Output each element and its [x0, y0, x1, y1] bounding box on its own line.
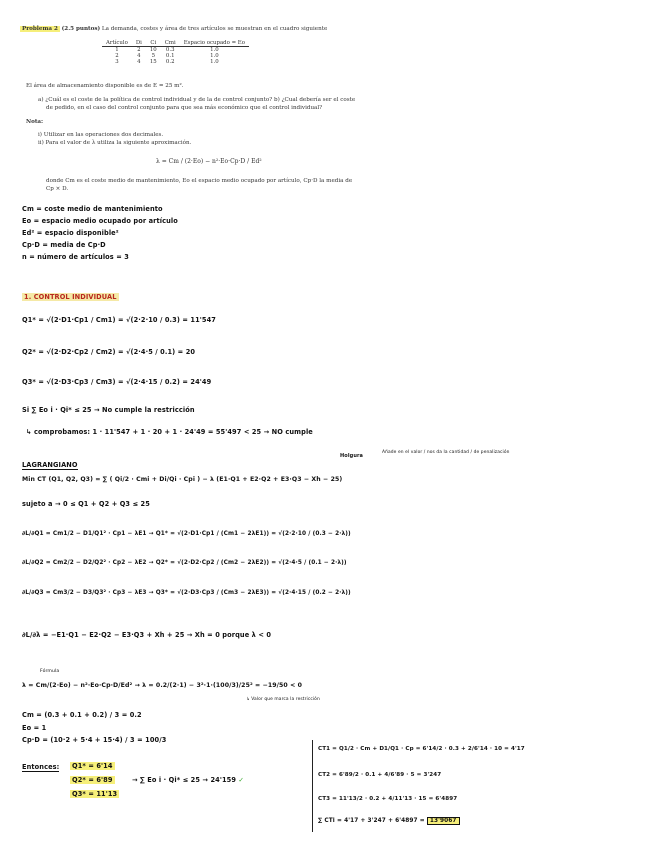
problem-header — [20, 26, 327, 32]
derivative-q3: ∂L/∂Q3 = Cm3/2 − D3/Q3² · Cp3 − λE3 → Q3* = √(2·D3·Cp3 / (Cm3 − 2λE3)) = √(2·4·15 / (0.2 − 2·λ)) — [22, 590, 351, 596]
derivative-q1: ∂L/∂Q1 = Cm1/2 − D1/Q1² · Cp1 − λE1 → Q1* = √(2·D1·Cp1 / (Cm1 − 2λE1)) = √(2·2·10 / (0.3 − 2·λ)) — [22, 531, 351, 537]
problem-intro: La demanda, costes y área de tres artículos se muestran en el cuadro siguiente — [101, 26, 328, 32]
q2-optimal-value: Q2* = 6'89 — [72, 776, 113, 784]
table-cell: 1.0 — [210, 53, 219, 59]
area-line: El área de almacenamiento disponible es de E = 25 m². — [26, 83, 184, 89]
table-cell: 10 — [149, 47, 157, 53]
q3-individual: Q3* = √(2·D3·Cp3 / Cm3) = √(2·4·15 / 0.2) = 24'49 — [22, 378, 212, 386]
definition-cm: Cm = coste medio de mantenimiento — [22, 205, 163, 213]
average-eo: Eo = 1 — [22, 724, 47, 732]
cost-item-3: CT3 = 11'13/2 · 0.2 + 4/11'13 · 15 = 6'4897 — [318, 796, 458, 802]
restriction-check: Si ∑ Eo i · Qi* ≤ 25 → No cumple la restricción — [22, 406, 195, 414]
cost-item-1: CT1 = Q1/2 · Cm + D1/Q1 · Cp = 6'14/2 · 0.3 + 2/6'14 · 10 = 4'17 — [318, 746, 525, 752]
table-header: Cmi — [161, 40, 180, 47]
definition-ed: Ed² = espacio disponible² — [22, 229, 119, 237]
definition-cpd: Cp·D = media de Cp·D — [22, 241, 106, 249]
lagrangian-min: Min CT (Q1, Q2, Q3) = ∑ ( Qi/2 · Cmi + Di/Qi · Cpi ) − λ (E1·Q1 + E2·Q2 + E3·Q3 − Xh − 25) — [22, 476, 343, 483]
problem-title: Problema 2 — [22, 26, 58, 32]
table-cell: 5 — [151, 53, 156, 59]
q3-optimal-value: Q3* = 11'13 — [72, 790, 118, 798]
problem-points: (2.5 puntos) — [61, 26, 101, 32]
definition-eo: Eo = espacio medio ocupado por artículo — [22, 217, 178, 225]
donde-line-1: donde Cm es el coste medio de mantenimiento, Eo el espacio medio ocupado por artículo, Cp·D la media de — [46, 178, 353, 184]
derivative-q2: ∂L/∂Q2 = Cm2/2 − D2/Q2² · Cp2 − λE2 → Q2* = √(2·D2·Cp2 / (Cm2 − 2λE2)) = √(2·4·5 / (0.1 − 2·λ)) — [22, 560, 347, 566]
lambda-note: ↳ Valor que marca la restricción — [246, 697, 320, 702]
q2-individual: Q2* = √(2·D2·Cp2 / Cm2) = √(2·4·5 / 0.1) = 20 — [22, 348, 196, 356]
derivative-lambda: ∂L/∂λ = −E1·Q1 − E2·Q2 − E3·Q3 + Xh + 25 → Xh = 0 porque λ < 0 — [22, 631, 272, 639]
table-cell: 0.1 — [165, 53, 175, 59]
lagrangiano-title: LAGRANGIANO — [22, 461, 78, 469]
table-header: Ci — [146, 40, 161, 47]
nota-ii: ii) Para el valor de λ utiliza la siguiente aproximación. — [38, 140, 192, 146]
restriction-verified-text: → ∑ Eo i · Qi* ≤ 25 → 24'159 — [132, 776, 237, 784]
formula-note: Fórmula — [40, 669, 60, 674]
donde-line-2: Cp × D. — [46, 186, 69, 192]
average-cm: Cm = (0.3 + 0.1 + 0.2) / 3 = 0.2 — [22, 711, 142, 719]
entonces-label: Entonces: — [22, 763, 60, 771]
lambda-formula: λ = Cm / (2·Eo) − n²·Eo·Cp·D / Ed² — [156, 158, 262, 165]
q1-optimal-value: Q1* = 6'14 — [72, 762, 113, 770]
table-cell: 2 — [115, 53, 119, 59]
lambda-calculation: λ = Cm/(2·Eo) − n²·Eo·Cp·D/Ed² → λ = 0.2/(2·1) − 3²·1·(100/3)/25² = −19/50 < 0 — [22, 682, 303, 689]
comprobamos-line: ↳ comprobamos: 1 · 11'547 + 1 · 20 + 1 · 24'49 = 55'497 < 25 → NO cumple — [26, 428, 313, 436]
average-cpd: Cp·D = (10·2 + 5·4 + 15·4) / 3 = 100/3 — [22, 736, 167, 744]
table-row — [102, 59, 249, 65]
table-cell: 15 — [149, 59, 157, 65]
q1-optimal — [70, 762, 115, 770]
table-cell: 1 — [115, 47, 119, 53]
table-header: Espacio ocupado = Eo — [180, 40, 249, 47]
table-cell: 0.3 — [165, 47, 175, 53]
data-table — [102, 40, 249, 65]
question-a: a) ¿Cuál es el coste de la política de control individual y de la de control conjunto? b) ¿Cual debería ser el coste — [38, 97, 356, 103]
table-cell: 4 — [137, 59, 141, 65]
table-cell: 3 — [115, 59, 119, 65]
penalty-note: Añade en el valor / nos da la cantidad / de penalización — [382, 450, 510, 455]
restriction-verified — [132, 776, 244, 784]
cost-item-2: CT2 = 6'89/2 · 0.1 + 4/6'89 · 5 = 3'247 — [318, 772, 442, 778]
section-individual-title: 1. CONTROL INDIVIDUAL — [24, 293, 117, 301]
total-cost-sum: ∑ CTi = 4'17 + 3'247 + 6'4897 = — [318, 818, 425, 824]
table-cell: 1.0 — [210, 47, 219, 53]
holgura-note: Holgura — [340, 453, 364, 459]
table-cell: 0.2 — [165, 59, 175, 65]
check-icon: ✓ — [238, 776, 245, 784]
table-cell: 1.0 — [210, 59, 219, 65]
table-header: Artículo — [102, 40, 132, 47]
nota-i: i) Utilizar en las operaciones dos decimales. — [38, 132, 164, 138]
total-cost-value: 13'9067 — [427, 817, 460, 825]
q3-optimal — [70, 790, 119, 798]
q2-optimal — [70, 776, 115, 784]
table-cell: 2 — [137, 47, 141, 53]
divider-line — [312, 740, 313, 832]
constraint-line: sujeto a → 0 ≤ Q1 + Q2 + Q3 ≤ 25 — [22, 500, 150, 508]
total-cost — [318, 818, 460, 824]
table-cell: 4 — [137, 53, 141, 59]
table-header-row — [102, 40, 249, 47]
nota-label: Nota: — [26, 119, 44, 125]
table-header: Di — [132, 40, 146, 47]
definition-n: n = número de artículos = 3 — [22, 253, 129, 261]
q1-individual: Q1* = √(2·D1·Cp1 / Cm1) = √(2·2·10 / 0.3) = 11'547 — [22, 316, 216, 324]
question-a-cont: de pedido, en el caso del control conjunto para que sea más económico que el control individual? — [46, 105, 323, 111]
